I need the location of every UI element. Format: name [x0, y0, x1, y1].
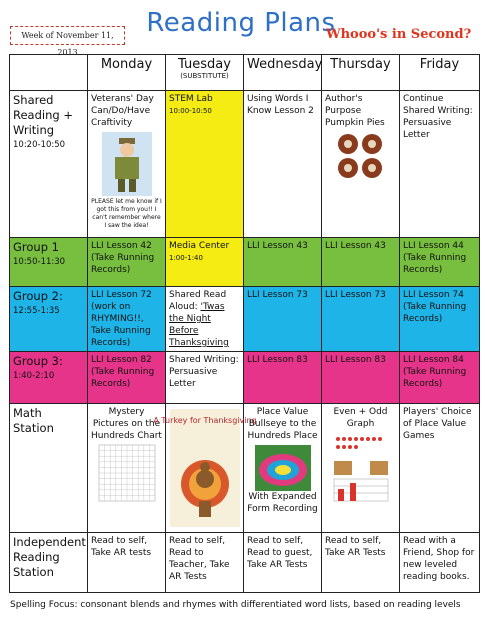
cell-shared-wednesday: Using Words I Know Lesson 2 — [244, 91, 322, 238]
table-row — [10, 352, 480, 404]
hundreds-chart-image — [99, 445, 155, 501]
pumpkin-pies-image — [336, 132, 386, 182]
day-header-wednesday: Wednesday — [244, 55, 322, 91]
cell-group1-friday: LLI Lesson 44 (Take Running Records) — [400, 238, 480, 287]
day-header-monday: Monday — [88, 55, 166, 91]
cell-ind-friday: Read with a Friend, Shop for new leveled reading books. — [400, 533, 480, 593]
turkey-book-image — [152, 409, 257, 527]
even-odd-graph-image — [330, 433, 392, 505]
cell-group2-monday: LLI Lesson 72 (work on RHYMING!!, Take Running Records) — [88, 287, 166, 352]
reading-plan-table — [9, 54, 480, 593]
cell-group3-monday: LLI Lesson 82 (Take Running Records) — [88, 352, 166, 404]
row-label-group2: Group 2: 12:55-1:35 — [10, 287, 88, 352]
week-label: Week of November 11, 2013 — [10, 26, 125, 45]
cell-ind-tuesday: Read to self, Read to Teacher, Take AR Tests — [166, 533, 244, 593]
cell-ind-thursday: Read to self, Take AR Tests — [322, 533, 400, 593]
row-label-group1: Group 1 10:50-11:30 — [10, 238, 88, 287]
cell-shared-tuesday: STEM Lab 10:00-10:50 — [166, 91, 244, 238]
bullseye-game-image — [255, 445, 311, 491]
cell-group1-tuesday: Media Center 1:00-1:40 — [166, 238, 244, 287]
row-label-math-station: Math Station — [10, 404, 88, 533]
svg-text:A Turkey for Thanksgiving: A Turkey for Thanksgiving — [152, 416, 257, 425]
cell-group3-wednesday: LLI Lesson 83 — [244, 352, 322, 404]
cell-math-thursday: Even + Odd Graph — [322, 404, 400, 533]
cell-group1-monday: LLI Lesson 42 (Take Running Records) — [88, 238, 166, 287]
row-label-shared-reading: Shared Reading + Writing 10:20-10:50 — [10, 91, 88, 238]
cell-group3-thursday: LLI Lesson 83 — [322, 352, 400, 404]
page-title: Reading Plans — [146, 8, 336, 38]
spelling-focus-note: Spelling Focus: consonant blends and rhymes with differentiated word lists, based on reading levels — [10, 600, 461, 610]
table-row — [10, 91, 480, 238]
cell-group1-wednesday: LLI Lesson 43 — [244, 238, 322, 287]
cell-math-friday: Players' Choice of Place Value Games — [400, 404, 480, 533]
cell-math-wednesday: Place Value Bullseye to the Hundreds Place With Expanded Form Recording — [244, 404, 322, 533]
cell-math-tuesday — [152, 404, 257, 533]
cell-group1-thursday: LLI Lesson 43 — [322, 238, 400, 287]
cell-ind-wednesday: Read to self, Read to guest, Take AR Tests — [244, 533, 322, 593]
table-row — [10, 287, 480, 352]
cell-ind-monday: Read to self, Take AR tests — [88, 533, 166, 593]
table-row — [10, 238, 480, 287]
table-row — [10, 404, 480, 533]
table-header-row — [10, 55, 480, 91]
soldier-craft-image — [102, 132, 152, 196]
corner-cell — [10, 55, 88, 91]
cell-group3-tuesday: Shared Writing: Persuasive Letter — [166, 352, 244, 404]
cell-shared-friday: Continue Shared Writing: Persuasive Letter — [400, 91, 480, 238]
cell-math-monday: Mystery Pictures on the Hundreds Chart — [88, 404, 166, 533]
row-label-independent-reading: Independent Reading Station — [10, 533, 88, 593]
cell-shared-monday: Veterans' Day Can/Do/Have Craftivity PLEASE let me know if I got this from you!! I can't remember where I saw the idea! — [88, 91, 166, 238]
day-header-thursday: Thursday — [322, 55, 400, 91]
cell-group3-friday: LLI Lesson 84 (Take Running Records) — [400, 352, 480, 404]
cell-group2-friday: LLI Lesson 74 (Take Running Records) — [400, 287, 480, 352]
day-header-tuesday: Tuesday (SUBSTITUTE) — [166, 55, 244, 91]
page-subtitle: Whooo's in Second? — [326, 27, 472, 42]
row-label-group3: Group 3: 1:40-2:10 — [10, 352, 88, 404]
cell-shared-thursday: Author's Purpose Pumpkin Pies — [322, 91, 400, 238]
table-row — [10, 533, 480, 593]
cell-group2-thursday: LLI Lesson 73 — [322, 287, 400, 352]
day-header-friday: Friday — [400, 55, 480, 91]
cell-group2-tuesday: Shared Read Aloud: 'Twas the Night Before Thanksgiving — [166, 287, 244, 352]
cell-group2-wednesday: LLI Lesson 73 — [244, 287, 322, 352]
